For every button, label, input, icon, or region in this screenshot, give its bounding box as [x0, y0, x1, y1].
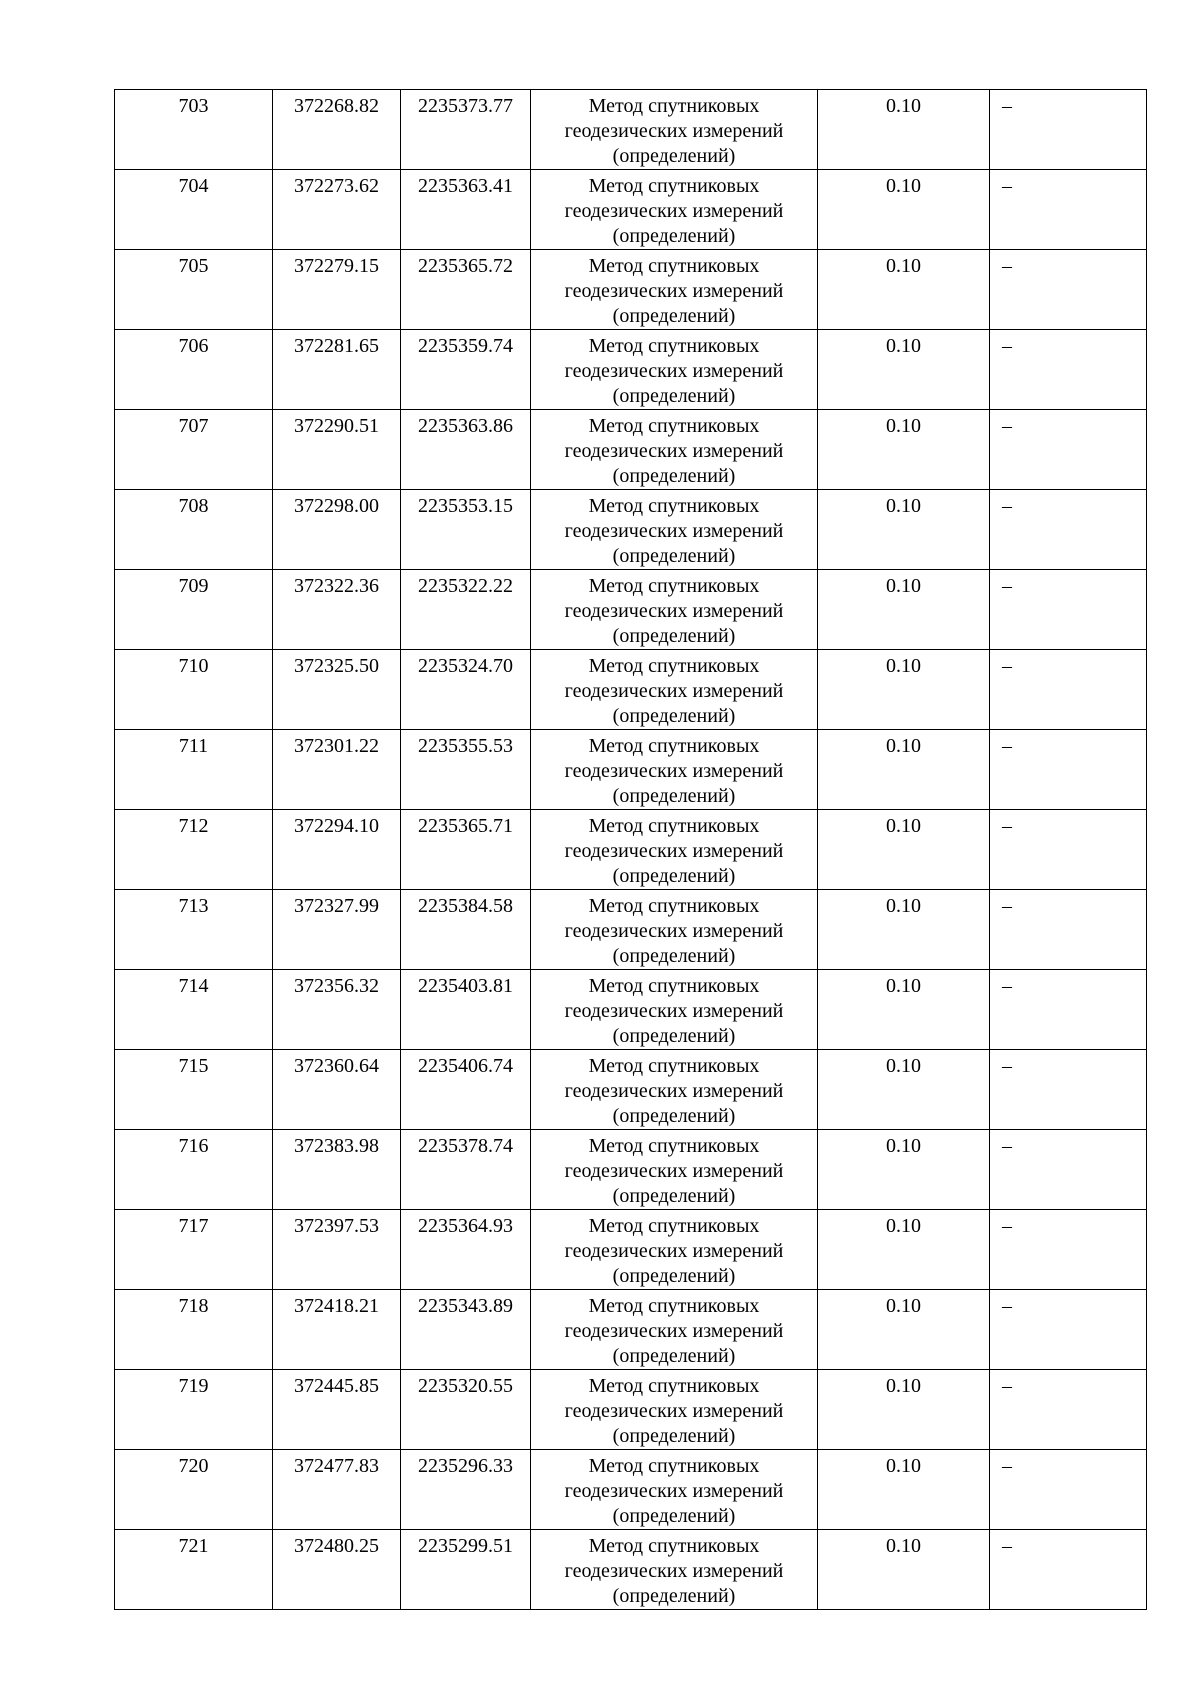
x-coordinate-cell: 372480.25 [273, 1530, 401, 1610]
point-number-cell: 710 [115, 650, 273, 730]
y-coordinate-cell: 2235364.93 [401, 1210, 531, 1290]
accuracy-cell: 0.10 [818, 970, 990, 1050]
table-row [115, 730, 1147, 810]
method-cell: Метод спутниковых геодезических измерений (определений) [531, 570, 818, 650]
y-coordinate-cell: 2235373.77 [401, 90, 531, 170]
method-cell: Метод спутниковых геодезических измерений (определений) [531, 1530, 818, 1610]
accuracy-cell: 0.10 [818, 250, 990, 330]
table-row [115, 1050, 1147, 1130]
table-row [115, 1530, 1147, 1610]
point-number-cell: 708 [115, 490, 273, 570]
x-coordinate-cell: 372290.51 [273, 410, 401, 490]
accuracy-cell: 0.10 [818, 1370, 990, 1450]
coordinates-table-body [115, 90, 1147, 1610]
method-cell: Метод спутниковых геодезических измерений (определений) [531, 1450, 818, 1530]
note-cell: – [990, 1130, 1147, 1210]
x-coordinate-cell: 372294.10 [273, 810, 401, 890]
x-coordinate-cell: 372356.32 [273, 970, 401, 1050]
x-coordinate-cell: 372279.15 [273, 250, 401, 330]
point-number-cell: 720 [115, 1450, 273, 1530]
x-coordinate-cell: 372360.64 [273, 1050, 401, 1130]
table-row [115, 1210, 1147, 1290]
table-row [115, 570, 1147, 650]
note-cell: – [990, 1370, 1147, 1450]
accuracy-cell: 0.10 [818, 890, 990, 970]
method-cell: Метод спутниковых геодезических измерений (определений) [531, 650, 818, 730]
table-row [115, 330, 1147, 410]
method-cell: Метод спутниковых геодезических измерений (определений) [531, 810, 818, 890]
note-cell: – [990, 810, 1147, 890]
y-coordinate-cell: 2235324.70 [401, 650, 531, 730]
table-row [115, 250, 1147, 330]
x-coordinate-cell: 372383.98 [273, 1130, 401, 1210]
table-row [115, 650, 1147, 730]
y-coordinate-cell: 2235299.51 [401, 1530, 531, 1610]
note-cell: – [990, 170, 1147, 250]
table-row [115, 1290, 1147, 1370]
method-cell: Метод спутниковых геодезических измерений (определений) [531, 90, 818, 170]
x-coordinate-cell: 372477.83 [273, 1450, 401, 1530]
table-row [115, 810, 1147, 890]
point-number-cell: 719 [115, 1370, 273, 1450]
y-coordinate-cell: 2235322.22 [401, 570, 531, 650]
accuracy-cell: 0.10 [818, 1530, 990, 1610]
y-coordinate-cell: 2235363.41 [401, 170, 531, 250]
x-coordinate-cell: 372268.82 [273, 90, 401, 170]
method-cell: Метод спутниковых геодезических измерений (определений) [531, 970, 818, 1050]
accuracy-cell: 0.10 [818, 1450, 990, 1530]
table-row [115, 490, 1147, 570]
y-coordinate-cell: 2235355.53 [401, 730, 531, 810]
method-cell: Метод спутниковых геодезических измерений (определений) [531, 330, 818, 410]
note-cell: – [990, 330, 1147, 410]
x-coordinate-cell: 372418.21 [273, 1290, 401, 1370]
y-coordinate-cell: 2235363.86 [401, 410, 531, 490]
method-cell: Метод спутниковых геодезических измерений (определений) [531, 890, 818, 970]
accuracy-cell: 0.10 [818, 410, 990, 490]
table-row [115, 1130, 1147, 1210]
point-number-cell: 709 [115, 570, 273, 650]
note-cell: – [990, 1530, 1147, 1610]
accuracy-cell: 0.10 [818, 1050, 990, 1130]
accuracy-cell: 0.10 [818, 810, 990, 890]
accuracy-cell: 0.10 [818, 650, 990, 730]
accuracy-cell: 0.10 [818, 330, 990, 410]
y-coordinate-cell: 2235353.15 [401, 490, 531, 570]
method-cell: Метод спутниковых геодезических измерений (определений) [531, 1130, 818, 1210]
method-cell: Метод спутниковых геодезических измерений (определений) [531, 1290, 818, 1370]
y-coordinate-cell: 2235403.81 [401, 970, 531, 1050]
method-cell: Метод спутниковых геодезических измерений (определений) [531, 1210, 818, 1290]
table-row [115, 970, 1147, 1050]
point-number-cell: 716 [115, 1130, 273, 1210]
note-cell: – [990, 890, 1147, 970]
y-coordinate-cell: 2235296.33 [401, 1450, 531, 1530]
note-cell: – [990, 490, 1147, 570]
accuracy-cell: 0.10 [818, 1130, 990, 1210]
y-coordinate-cell: 2235365.72 [401, 250, 531, 330]
x-coordinate-cell: 372301.22 [273, 730, 401, 810]
point-number-cell: 714 [115, 970, 273, 1050]
accuracy-cell: 0.10 [818, 90, 990, 170]
note-cell: – [990, 730, 1147, 810]
note-cell: – [990, 970, 1147, 1050]
table-row [115, 1450, 1147, 1530]
y-coordinate-cell: 2235359.74 [401, 330, 531, 410]
point-number-cell: 713 [115, 890, 273, 970]
x-coordinate-cell: 372327.99 [273, 890, 401, 970]
note-cell: – [990, 90, 1147, 170]
accuracy-cell: 0.10 [818, 1290, 990, 1370]
x-coordinate-cell: 372325.50 [273, 650, 401, 730]
y-coordinate-cell: 2235320.55 [401, 1370, 531, 1450]
table-row [115, 170, 1147, 250]
table-row [115, 90, 1147, 170]
point-number-cell: 707 [115, 410, 273, 490]
coordinates-table [114, 89, 1147, 1610]
x-coordinate-cell: 372273.62 [273, 170, 401, 250]
table-row [115, 410, 1147, 490]
x-coordinate-cell: 372397.53 [273, 1210, 401, 1290]
accuracy-cell: 0.10 [818, 1210, 990, 1290]
accuracy-cell: 0.10 [818, 730, 990, 810]
point-number-cell: 721 [115, 1530, 273, 1610]
note-cell: – [990, 650, 1147, 730]
x-coordinate-cell: 372322.36 [273, 570, 401, 650]
x-coordinate-cell: 372298.00 [273, 490, 401, 570]
accuracy-cell: 0.10 [818, 570, 990, 650]
point-number-cell: 705 [115, 250, 273, 330]
note-cell: – [990, 1450, 1147, 1530]
y-coordinate-cell: 2235384.58 [401, 890, 531, 970]
note-cell: – [990, 1290, 1147, 1370]
method-cell: Метод спутниковых геодезических измерений (определений) [531, 410, 818, 490]
point-number-cell: 711 [115, 730, 273, 810]
method-cell: Метод спутниковых геодезических измерений (определений) [531, 730, 818, 810]
point-number-cell: 718 [115, 1290, 273, 1370]
method-cell: Метод спутниковых геодезических измерений (определений) [531, 490, 818, 570]
y-coordinate-cell: 2235406.74 [401, 1050, 531, 1130]
table-row [115, 890, 1147, 970]
note-cell: – [990, 570, 1147, 650]
table-row [115, 1370, 1147, 1450]
x-coordinate-cell: 372281.65 [273, 330, 401, 410]
point-number-cell: 715 [115, 1050, 273, 1130]
note-cell: – [990, 1050, 1147, 1130]
x-coordinate-cell: 372445.85 [273, 1370, 401, 1450]
point-number-cell: 717 [115, 1210, 273, 1290]
method-cell: Метод спутниковых геодезических измерений (определений) [531, 250, 818, 330]
point-number-cell: 703 [115, 90, 273, 170]
accuracy-cell: 0.10 [818, 170, 990, 250]
accuracy-cell: 0.10 [818, 490, 990, 570]
note-cell: – [990, 410, 1147, 490]
point-number-cell: 712 [115, 810, 273, 890]
point-number-cell: 706 [115, 330, 273, 410]
method-cell: Метод спутниковых геодезических измерений (определений) [531, 1370, 818, 1450]
y-coordinate-cell: 2235378.74 [401, 1130, 531, 1210]
y-coordinate-cell: 2235365.71 [401, 810, 531, 890]
method-cell: Метод спутниковых геодезических измерений (определений) [531, 170, 818, 250]
method-cell: Метод спутниковых геодезических измерений (определений) [531, 1050, 818, 1130]
y-coordinate-cell: 2235343.89 [401, 1290, 531, 1370]
note-cell: – [990, 1210, 1147, 1290]
point-number-cell: 704 [115, 170, 273, 250]
note-cell: – [990, 250, 1147, 330]
